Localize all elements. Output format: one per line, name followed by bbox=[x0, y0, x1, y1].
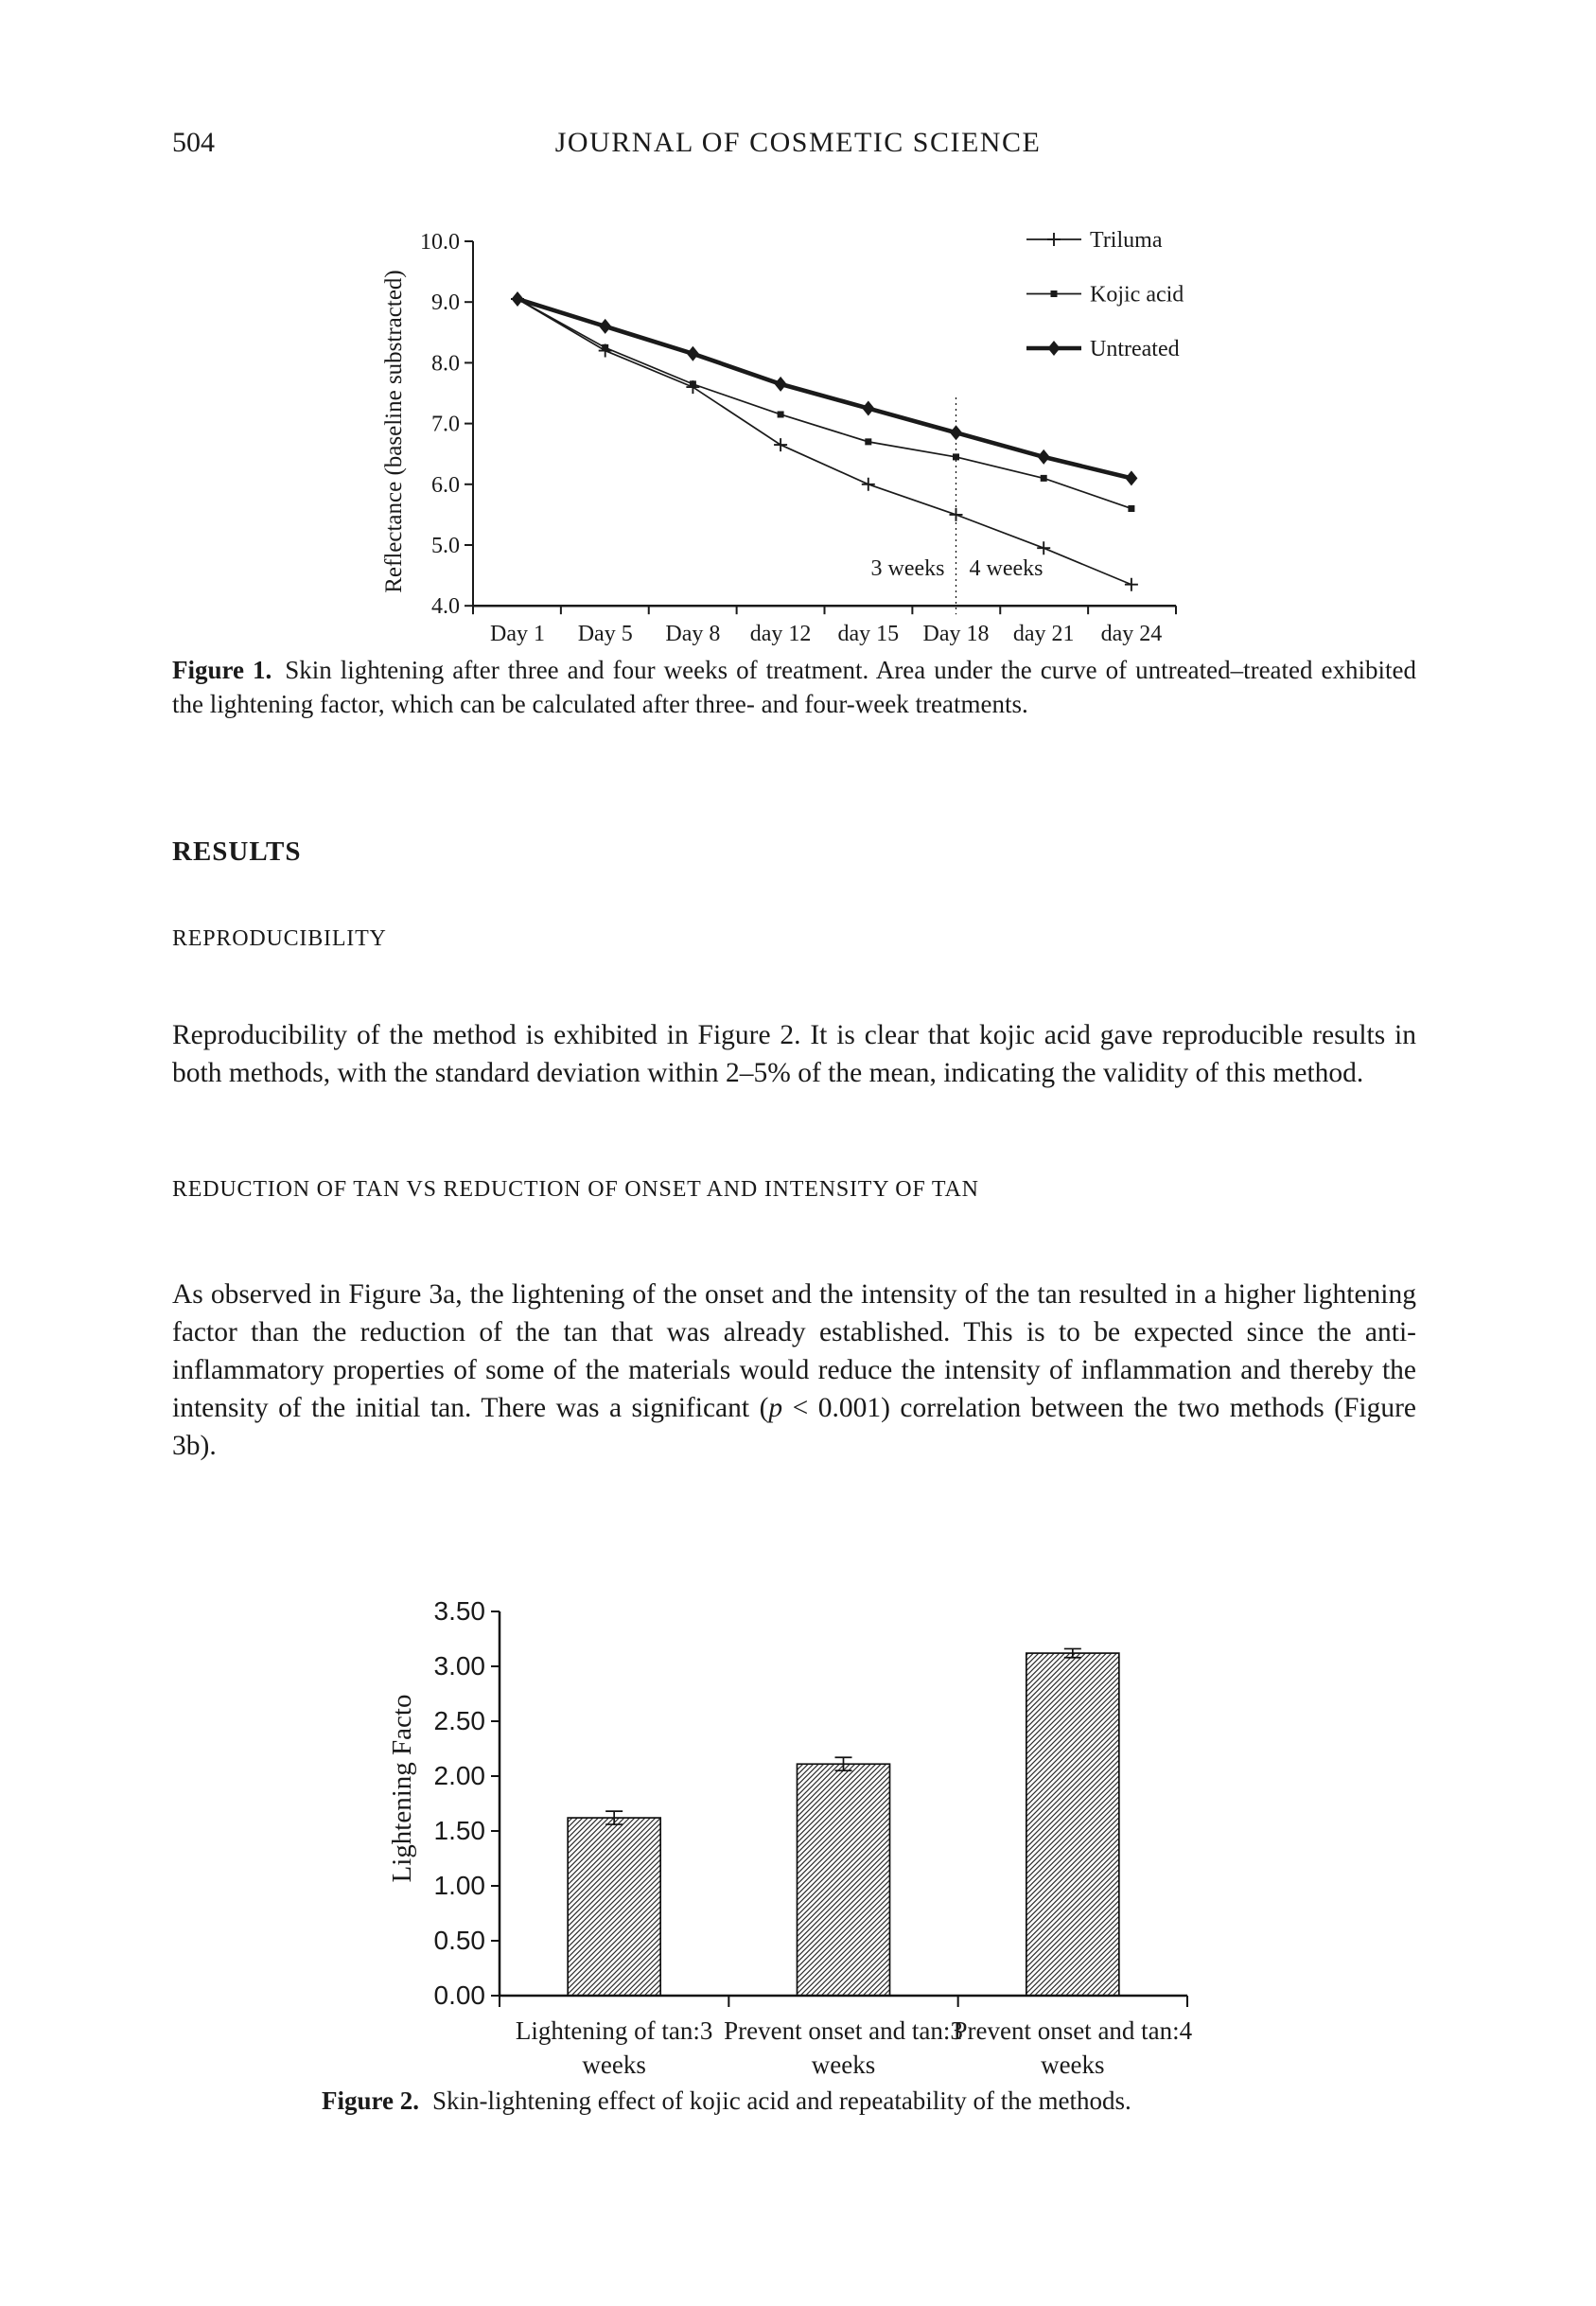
svg-text:Kojic acid: Kojic acid bbox=[1090, 282, 1184, 308]
svg-text:Day 8: Day 8 bbox=[665, 622, 721, 647]
bar-3 bbox=[1026, 1648, 1119, 1996]
figure1-axes bbox=[420, 230, 1176, 646]
svg-text:Prevent onset and tan:4: Prevent onset and tan:4 bbox=[953, 2016, 1193, 2045]
results-heading: RESULTS bbox=[172, 836, 302, 867]
svg-text:10.0: 10.0 bbox=[420, 230, 460, 255]
svg-text:Untreated: Untreated bbox=[1090, 337, 1180, 361]
svg-text:3.50: 3.50 bbox=[433, 1596, 485, 1626]
svg-text:8.0: 8.0 bbox=[431, 351, 460, 377]
reduction-paragraph bbox=[172, 1276, 1416, 1465]
reduction-heading: REDUCTION OF TAN VS REDUCTION OF ONSET AND INTENSITY OF TAN bbox=[172, 1177, 979, 1202]
p-value-symbol: p bbox=[768, 1392, 783, 1423]
svg-text:0.00: 0.00 bbox=[433, 1980, 485, 2010]
reduction-paragraph-text: As observed in Figure 3a, the lightening of the onset and the intensity of the tan resulted in a higher lightening factor than the reduction of the tan that was already established. This is to be expected since the anti-inflammatory properties of some of the materials would reduce the intensity of inflammation and thereby the intensity of the initial tan. There was a significant ( bbox=[172, 1278, 1416, 1423]
bar-2 bbox=[798, 1757, 890, 1996]
series-untreated bbox=[512, 291, 1138, 485]
svg-text:2.50: 2.50 bbox=[433, 1706, 485, 1735]
svg-text:1.50: 1.50 bbox=[433, 1816, 485, 1845]
reduction-paragraph-text-end: < 0.001) correlation between the two methods (Figure 3b). bbox=[172, 1392, 1416, 1461]
svg-text:3.00: 3.00 bbox=[433, 1651, 485, 1681]
svg-text:Triluma: Triluma bbox=[1090, 228, 1163, 253]
svg-text:day 21: day 21 bbox=[1012, 622, 1075, 647]
svg-text:Day 1: Day 1 bbox=[490, 622, 545, 647]
svg-text:4 weeks: 4 weeks bbox=[969, 556, 1044, 581]
svg-text:1.00: 1.00 bbox=[433, 1871, 485, 1900]
svg-text:3 weeks: 3 weeks bbox=[870, 556, 945, 581]
svg-text:5.0: 5.0 bbox=[431, 534, 460, 558]
svg-text:4.0: 4.0 bbox=[431, 594, 460, 620]
reproducibility-heading: REPRODUCIBILITY bbox=[172, 926, 387, 951]
svg-text:weeks: weeks bbox=[582, 2051, 646, 2079]
svg-text:0.50: 0.50 bbox=[433, 1926, 485, 1955]
svg-text:Prevent onset and tan:3: Prevent onset and tan:3 bbox=[724, 2016, 963, 2045]
reproducibility-paragraph: Reproducibility of the method is exhibited in Figure 2. It is clear that kojic acid gave reproducible results in both methods, with the standard deviation within 2–5% of the mean, indicating the validity of this method. bbox=[172, 1019, 1416, 1088]
svg-text:day 15: day 15 bbox=[837, 622, 900, 647]
svg-text:day 24: day 24 bbox=[1100, 622, 1163, 647]
figure2-caption-text: Skin-lightening effect of kojic acid and repeatability of the methods. bbox=[432, 2086, 1131, 2115]
svg-text:9.0: 9.0 bbox=[431, 290, 460, 316]
figure2-caption-label: Figure 2. bbox=[322, 2086, 419, 2115]
figure2-caption bbox=[322, 2084, 1381, 2118]
svg-text:6.0: 6.0 bbox=[431, 472, 460, 498]
bar-1 bbox=[568, 1811, 660, 1996]
figure1-y-axis-label: Reflectance (baseline substracted) bbox=[381, 270, 407, 593]
page-number: 504 bbox=[172, 127, 215, 158]
series-triluma bbox=[511, 292, 1138, 591]
svg-text:Day 18: Day 18 bbox=[922, 622, 990, 647]
figure2-bar-chart bbox=[350, 1561, 1249, 2091]
figure1-caption bbox=[172, 653, 1416, 721]
svg-text:weeks: weeks bbox=[1041, 2051, 1105, 2079]
svg-text:day 12: day 12 bbox=[749, 622, 812, 647]
figure1-caption-text: Skin lightening after three and four weeks of treatment. Area under the curve of untreated–treated exhibited the lightening factor, which can be calculated after three- and four-week treatments. bbox=[172, 656, 1416, 718]
svg-text:weeks: weeks bbox=[811, 2051, 876, 2079]
svg-text:Lightening of tan:3: Lightening of tan:3 bbox=[515, 2016, 713, 2045]
journal-title: JOURNAL OF COSMETIC SCIENCE bbox=[554, 127, 1042, 158]
figure1-line-chart bbox=[374, 213, 1225, 662]
figure2-y-axis-label: Lightening Facto bbox=[387, 1694, 417, 1883]
figure1-caption-label: Figure 1. bbox=[172, 656, 272, 684]
svg-text:7.0: 7.0 bbox=[431, 412, 460, 437]
svg-text:2.00: 2.00 bbox=[433, 1761, 485, 1790]
figure1-legend bbox=[1026, 228, 1184, 361]
svg-text:Day 5: Day 5 bbox=[577, 622, 633, 647]
